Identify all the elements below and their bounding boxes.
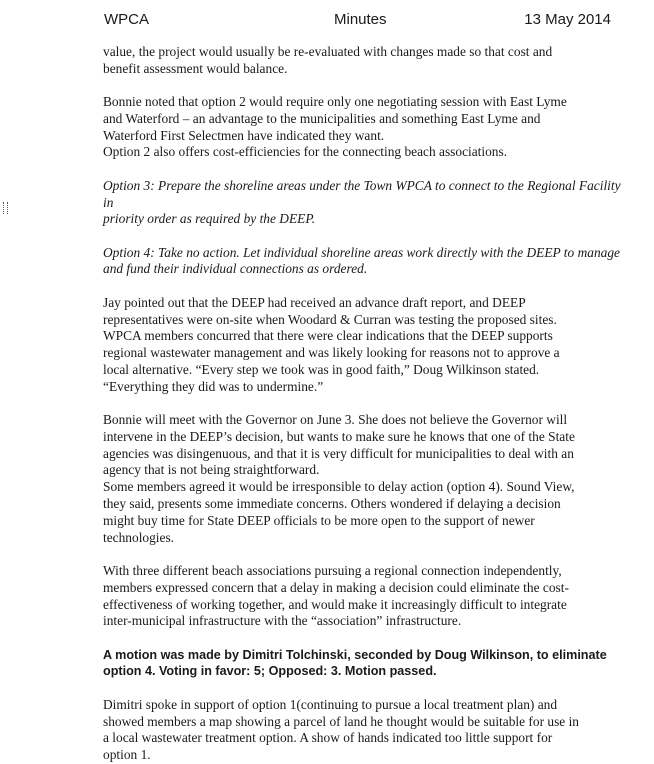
header-doc-type: Minutes <box>334 11 387 28</box>
header-org: WPCA <box>104 11 149 28</box>
paragraph-option1: Dimitri spoke in support of option 1(continuing to pursue a local treatment plan) and showed members a map showing a parcel of land he thought would be suitable for use in a local wastewater treatment option. A show of hands indicated too little support for option 1. <box>103 696 579 763</box>
paragraph-governor-meeting: Bonnie will meet with the Governor on June 3. She does not believe the Governor will intervene in the DEEP’s decision, but wants to make sure he knows that one of the State agencies was disingenuous, and that it is very difficult for municipalities to deal with an agency that is not being straightforward. Some members agreed it would be irresponsible to delay action (option 4). Sound View, they said, presents some immediate concerns. Others wondered if delaying a decision might buy time for State DEEP officials to be more open to the support of newer technologies. <box>103 412 575 545</box>
paragraph-motion: A motion was made by Dimitri Tolchinski, seconded by Doug Wilkinson, to eliminate option 4. Voting in favor: 5; Opposed: 3. Motion passed. <box>103 647 607 679</box>
margin-mark <box>3 202 8 214</box>
paragraph-option3: Option 3: Prepare the shoreline areas under the Town WPCA to connect to the Regional Facility in priority order as required by the DEEP. <box>103 177 621 227</box>
page-header <box>0 11 654 33</box>
paragraph-option2: Bonnie noted that option 2 would require only one negotiating session with East Lyme and Waterford – an advantage to the municipalities and something East Lyme and Waterford First Selectmen have indicated they want. Option 2 also offers cost-efficiencies for the connecting beach associations. <box>103 94 567 160</box>
paragraph-beach-associations: With three different beach associations pursuing a regional connection independently, members expressed concern that a delay in making a decision could eliminate the cost- effectiveness of working together, and would make it increasingly difficult to integrate inter-municipal infrastructure with the “association” infrastructure. <box>103 562 569 629</box>
minutes-body <box>103 44 623 764</box>
header-date: 13 May 2014 <box>524 11 611 28</box>
paragraph-deep-report: Jay pointed out that the DEEP had received an advance draft report, and DEEP representatives were on-site when Woodard & Curran was testing the proposed sites. WPCA members concurred that there were clear indications that the DEEP supports regional wastewater management and was likely looking for reasons not to approve a local alternative. “Every step we took was in good faith,” Doug Wilkinson stated. “Everything they did was to undermine.” <box>103 294 560 394</box>
paragraph-cost-benefit: value, the project would usually be re-evaluated with changes made so that cost and benefit assessment would balance. <box>103 44 553 76</box>
paragraph-option4: Option 4: Take no action. Let individual shoreline areas work directly with the DEEP to manage and fund their individual connections as ordered. <box>103 244 620 277</box>
